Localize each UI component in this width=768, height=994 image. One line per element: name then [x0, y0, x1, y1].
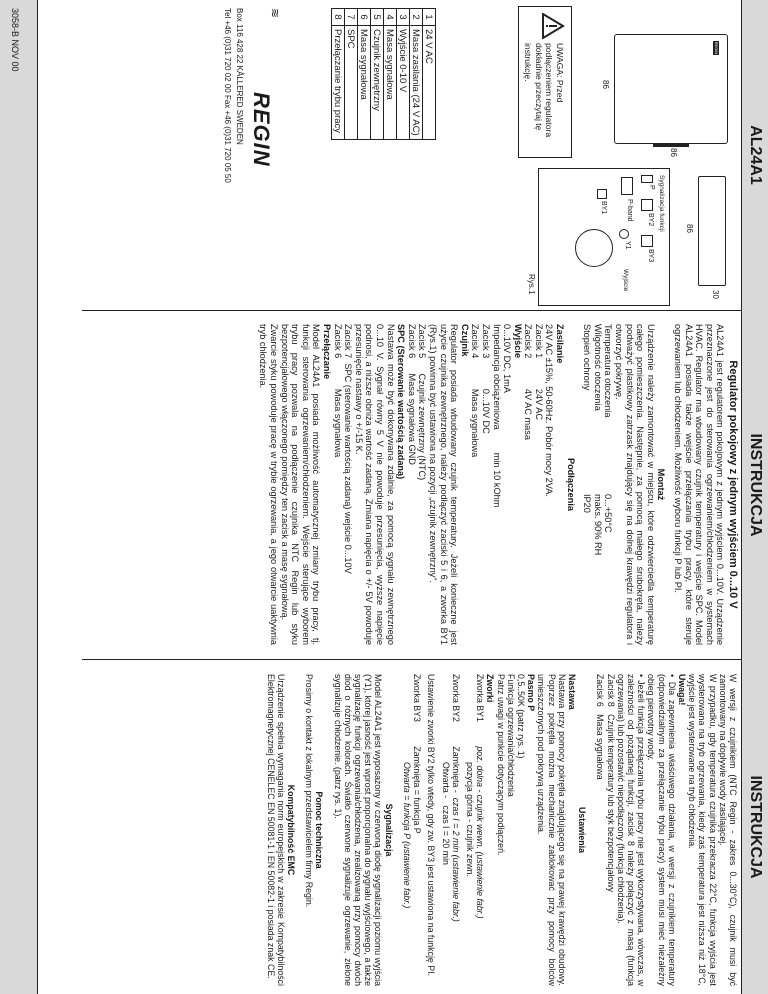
company-phone: Tel +46 (0)31 720 02 00 Fax +46 (0)31 720 05 50 — [223, 8, 232, 183]
terminal-number: 4 — [384, 9, 397, 26]
spec-row: Temperatura otoczenia 0...+50°C — [603, 324, 614, 533]
terminal-row — [423, 9, 436, 140]
terminal-label: Czujnik zewnętrzny — [371, 26, 384, 140]
terminal-label: Masa sygnałowa — [384, 26, 397, 140]
terminal-row — [397, 9, 410, 140]
signal-label: Sygnalizacja funkcji — [658, 175, 665, 232]
sygnalizacja-heading: Sygnalizacja — [383, 803, 394, 857]
led-y1 — [619, 229, 629, 239]
instruction-header-1: INSTRUKCJA — [741, 310, 768, 660]
terminal-number: 7 — [345, 9, 358, 26]
document-number: 3058-B NOV 00 — [10, 8, 20, 72]
warning-box — [518, 6, 572, 158]
spec-list — [582, 324, 614, 645]
terminal-label: SPC — [345, 26, 358, 140]
ustawienia-heading: Ustawienia — [577, 807, 588, 853]
device-logo: REGIN — [714, 41, 719, 55]
warning-icon — [541, 13, 565, 39]
instructions-column-1: Regulator pokojowy z jednym wyjściem 0...10 V AL24A1 jest regulatorem pokojowym z jednym wyjściem 0...10V. Urządzenie przeznaczone jest do sterowania ogrzewaniem/chłodzeniem w systemach HVAC. Regulator ma wbudowany czujnik temperatury i wejście SPC. Model AL24A1 posiada także wejście przełączania trybu pracy, które steruje ogrzewaniem lub chłodzeniem. Możliwość wyboru funkcji P lub PI. Montaż Urządzenie należy zamontować w miejscu, które odzwierciedla temperaturę całego pomieszczenia. Następnie, za pomocą małego śrubokręta, należy podważyć plastikowy zatrzask znajdujący się na dolnej krawędzi regulatora i otworzyć pokrywę. Temperatura otoczenia 0...+50°C Wilgotność otoczenia maks. 90% RH Stopień ochrony IP20 Podłączenia Zasilanie 24V AC ±15%, 50-60Hz. Pobór mocy 2VA. Zacisk 1 24V AC Zacisk 2 4V AC masa Wyjście 0...10V DC, 1mA Impedancja obciążeniowa min 10 kOhm Zacisk 3 0...10V DC Zacisk 4 Masa sygnałowa Czujnik Regulator posiada wbudowany czujnik temperatury. Jeżeli konieczne jest użycie czujnika zewnętrznego, należy podłączyć zaciski 5 i 6, a zworka BY1 (Rys.1) powinna być ustawiona na pozycji „czujnik zewnętrzny”. Zacisk 5 Czujnik zewnętrzny (NTC) Zacisk 6 Masa sygnałowa GND SPC (Sterowanie wartością zadaną) Nastawa może być dokonywana zdalnie, za pomocą sygnału zewnętrznego 0...10 V. Sygnał równy 5 V nie powoduje przesunięcia, wyższe napięcie podnosi, a niższe obniża wartość zadaną. Zmiana napięcia o +/- 5V powoduje przesunięcie nastawy o +/-15 K. Zacisk 7 SPC (sterowanie wartością zadaną) wejście 0...10V Zacisk 6 Masa sygnałowa Przełączanie Model AL24A1 posiada możliwość automatycznej zmiany trybu pracy, tj. funkcji sterowania ogrzewaniem/chłodzeniem. Wejście sterujące wyborem trybu pracy pozwala na podłączenie czujnika NTC Regin lub styku bezpotencjałowego włączonego pomiędzy ten zacisk a masę sygnałową. Zwarcie styku powoduje pracę w trybie ogrzewania, a jego otwarcie uaktywnia tryb chłodzenia. — [258, 324, 739, 645]
dimension-side: 86 — [685, 224, 694, 233]
product-column — [0, 0, 768, 310]
montaz-text: Urządzenie należy zamontować w miejscu, które odzwierciedla temperaturę całego pomieszczenia. Następnie, za pomocą małego śrubokręta, należy podważyć plastikowy zatrzask znajdujący się na dolnej krawędzi regulatora i otworzyć pokrywę. — [614, 324, 656, 645]
terminal-number: 3 — [397, 9, 410, 26]
device-front-view — [614, 34, 728, 144]
terminal-label: Wyjście 0-10 V — [397, 26, 410, 140]
emc-heading: Kompatybilność EMC — [286, 784, 297, 876]
terminal-row — [410, 9, 423, 140]
product-heading: Regulator pokojowy z jednym wyjściem 0...10 V — [727, 360, 739, 609]
regin-logo: REGIN — [249, 92, 274, 167]
terminal-number: 8 — [332, 9, 345, 26]
circuit-board-drawing: Sygnalizacja funkcji P BY2 BY3 P-band Y1 BY1 Wyjście — [538, 168, 670, 306]
terminal-label: Przełączanie trybu pracy — [332, 26, 345, 140]
terminal-row — [371, 9, 384, 140]
knob-circle — [575, 229, 613, 267]
terminal-label: Masa zasilania (24 V AC) — [410, 26, 423, 140]
figure-label: Rys.1 — [527, 274, 536, 295]
terminal-number: 5 — [371, 9, 384, 26]
warning-text: UWAGA: Przed podłączeniem regulatora dokładnie przeczytaj tę instrukcję. — [523, 43, 565, 138]
montaz-heading: Montaż — [656, 468, 667, 501]
terminal-label: 24 V AC — [423, 26, 436, 140]
terminal-number: 6 — [358, 9, 371, 26]
dimension-width: 86 — [601, 80, 610, 89]
terminal-label: Masa sygnałowa — [358, 26, 371, 140]
intro-text: AL24A1 jest regulatorem pokojowym z jednym wyjściem 0...10V. Urządzenie przeznaczone jest do sterowania ogrzewaniem/chłodzeniem w systemach HVAC. Regulator ma wbudowany czujnik temperatury i wejście SPC. Model AL24A1 posiada także wejście przełączania trybu pracy, które steruje ogrzewaniem lub chłodzeniem. Możliwość wyboru funkcji P lub PI. — [673, 324, 726, 645]
podlaczenia-heading: Podłączenia — [565, 457, 576, 512]
terminal-row — [358, 9, 371, 140]
spec-row: Wilgotność otoczenia maks. 90% RH — [592, 324, 603, 556]
model-header: AL24A1 — [741, 0, 768, 310]
instruction-header-2: INSTRUKCJA — [741, 660, 768, 994]
terminal-row — [345, 9, 358, 140]
logo-mark-icon: ≋ — [268, 8, 282, 19]
terminal-number: 2 — [410, 9, 423, 26]
company-address: Box 116 428 22 KÅLLERED SWEDEN — [235, 8, 244, 145]
pomoc-heading: Pomoc techniczna — [314, 791, 325, 869]
setpoint-knob — [653, 143, 689, 147]
dimension-height: 86 — [669, 148, 678, 157]
device-side-view — [698, 176, 726, 286]
terminal-row — [384, 9, 397, 140]
spec-row: Stopień ochrony IP20 — [582, 324, 593, 513]
terminal-table — [331, 8, 436, 140]
terminal-number: 1 — [423, 9, 436, 26]
dimension-depth: 30 — [711, 290, 720, 299]
instructions-column-2: W wersji z czujnikiem (NTC Regin - zakres 0...30°C), czujnik musi być zamontowany na dopływie wody zasilającej. W przypadku, gdy temperatura czujnika przekracza 22°C, funkcja wyjścia jest wysterowana na tryb ogrzewania, kiedy zaś temperatura jest niższa niż 18°C, wyjście jest wysterowane na tryb chłodzenia. Uwaga! • Dla zapewnienia właściwego działania, w wersji z czujnikiem temperatury (odpowiedzialnym za przełączanie trybu pracy) system musi mieć niezależny obieg pierwotny wody. • Jeżeli funkcja przełączania trybu pracy nie jest wykorzystywana, wówczas, w zależności od pożądanej funkcji, zacisk 8 należy połączyć z masą (funkcja ogrzewania) lub pozostawić niepodłączony (funkcja chłodzenia). Zacisk 8 Czujnik temperatury lub styk bezpotencjałowy Zacisk 6 Masa sygnałowa Ustawienia Nastawa Nastawa przy pomocy pokrętła znajdującego się na prawej krawędzi obudowy. Poprzez pokrętła można mechanicznie zablokować przy pomocy bolców umieszczonych pod pokrywą urządzenia. Pasmo P 0,5..50K (patrz rys. 1) Funkcja ogrzewania/chłodzenia Patrz uwagi w punkcie dotyczącym podłączeń. Zworki Zworka BY1 poz. dolna - czujnik wewn. (ustawienie fabr.) pozycja górna - czujnik zewn. Zworka BY2 Zamknięta - czas I = 2 min (ustawienie fabr.) Otwarta - czas I = 20 min Ustawienie zworki BY2 tylko wtedy, gdy zw. BY3 jest ustawiona na funkcję PI. Zworka BY3 Zamknięta = funkcja P Otwarta = funkcja P (ustawienie fabr.) Sygnalizacja Model AL24A1 jest wyposażony w czerwoną diodę sygnalizacji poziomu wyjścia (Y1), której jasność jest wprost proporcjonalna do sygnału wyjściowego, a także sygnalizację funkcji ogrzewania/chłodzenia, zrealizowaną przy pomocy dwóch diod o różnych kolorach. Światło czerwone sygnalizuje ogrzewanie, zielone sygnalizuje chłodzenie. (patrz rys. 1). Pomoc techniczna Prosimy o kontakt z lokalnym przedstawicielem firmy Regin. Kompatybilność EMC Urządzenie spełnia wymagania norm europejskich w zakresie Kompatybilności Elektromagnetycznej CENELEC EN 50081-1 i EN 50082-1 i posiada znak CE. — [265, 674, 738, 986]
terminal-row — [332, 9, 345, 140]
